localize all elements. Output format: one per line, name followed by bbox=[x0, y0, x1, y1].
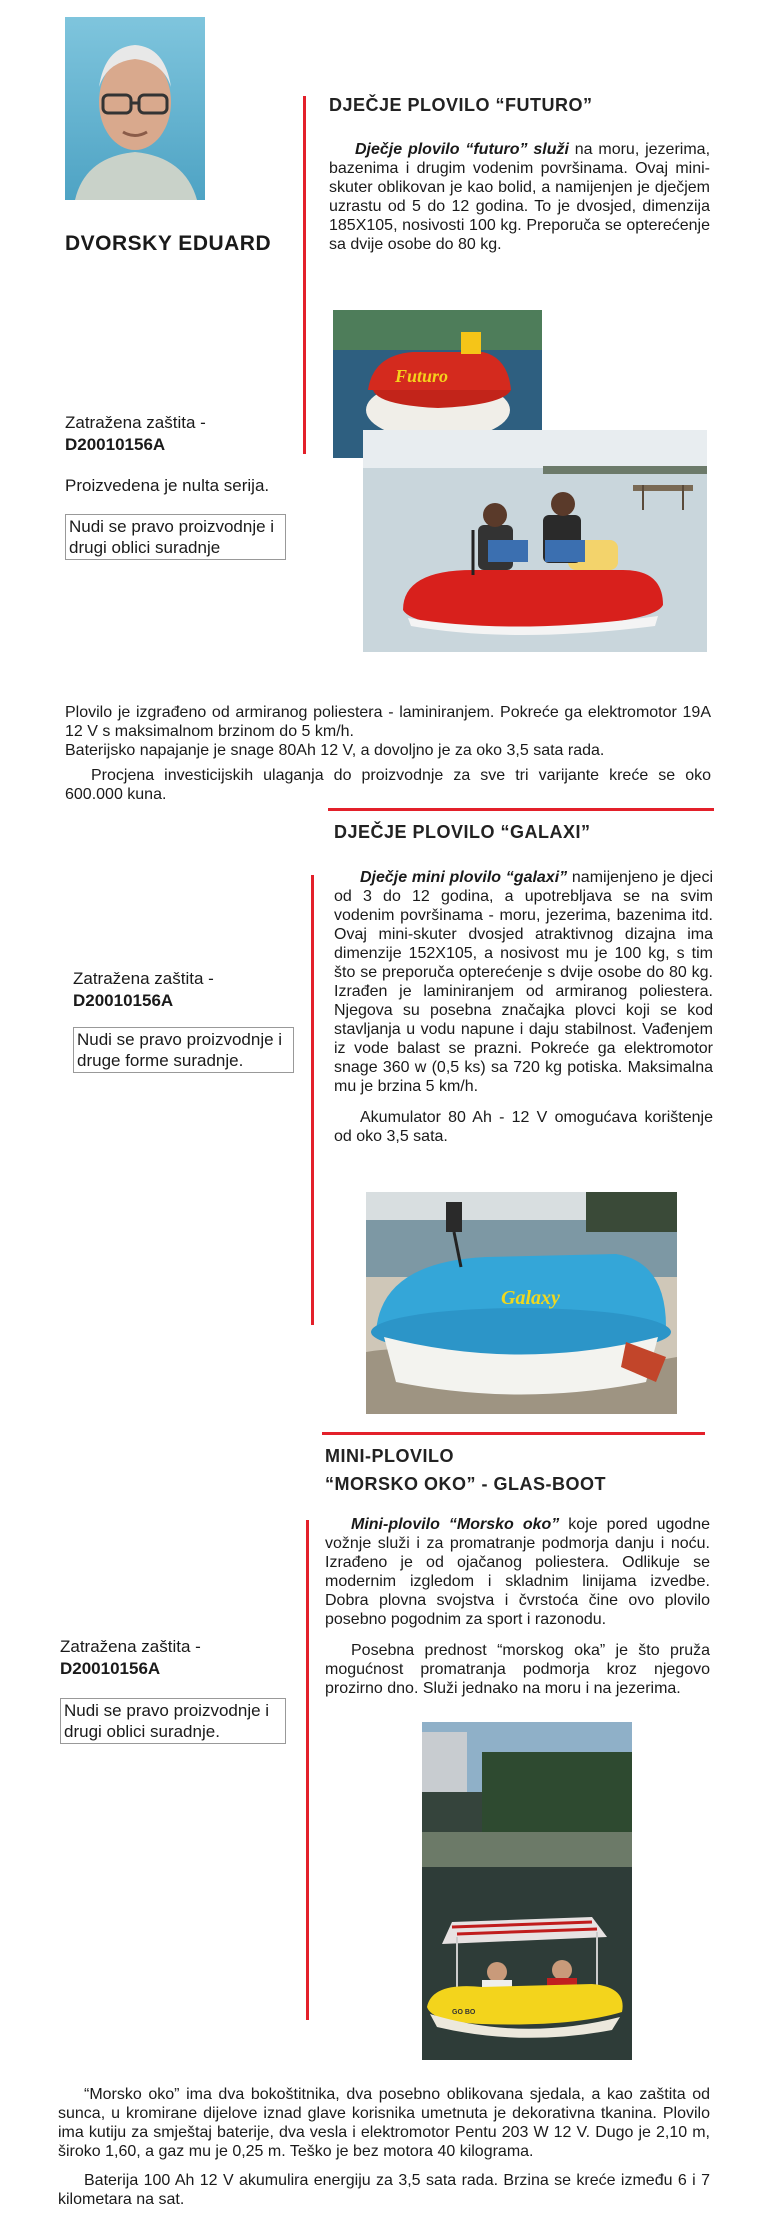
protection-code: D20010156A bbox=[65, 435, 166, 454]
morsko-oko-text-2: Posebna prednost “morskog oka” je što pruža mogućnost promatranja podmorja kroz njegovo prozirno dno. Služi jednako na moru i na jezerima. bbox=[325, 1642, 710, 1697]
galaxi-lead: Dječje mini plovilo “galaxi” bbox=[360, 869, 568, 886]
protection-code: D20010156A bbox=[60, 1659, 161, 1678]
author-portrait bbox=[65, 17, 205, 200]
morsko-oko-title-line-1: MINI-PLOVILO bbox=[325, 1446, 454, 1466]
galaxi-photo bbox=[366, 1192, 677, 1414]
futuro-rights-box: Nudi se pravo proizvodnje i drugi oblici suradnje bbox=[65, 514, 286, 560]
futuro-bottom-p3: Procjena investicijskih ulaganja do proizvodnje za sve tri varijante kreće se oko 600.000 kuna. bbox=[65, 767, 711, 803]
futuro-production-note: Proizvedena je nulta serija. bbox=[65, 476, 270, 495]
divider-horizontal-morsko-oko bbox=[322, 1432, 705, 1435]
section-title-galaxi: DJEČJE PLOVILO “GALAXI” bbox=[334, 822, 591, 842]
divider-vertical bbox=[303, 96, 306, 454]
galaxi-rights-box: Nudi se pravo proizvodnje i druge forme suradnje. bbox=[73, 1027, 294, 1073]
author-name: DVORSKY EDUARD bbox=[65, 232, 272, 255]
morsko-oko-photo bbox=[422, 1722, 632, 2060]
protection-label: Zatražena zaštita - bbox=[65, 413, 206, 432]
galaxi-text: namijenjeno je djeci od 3 do 12 godina, a upotrebljava se na svim vodenim površinama - moru, jezerima, bazenima itd. Ovaj mini-skuter dvosjed atraktivnog dizajna ima dimenzije 152X105, a nosivost mu je 100 kg, s tim što se preporuča opterećenje s dvije osobe do 80 kg. Izrađen je laminiranjem od armiranog poliestera. Njegova su posebna značajka plovci koji se kod stavljanja u vodu napune i daju stabilnost. Vađenjem iz vode balast se prazni. Pokreće ga elektromotor snage 360 w (0,5 ks) sa 720 kg potiska. Maksimalna mu je brzina 5 km/h. bbox=[334, 869, 713, 1095]
morsko-oko-bottom-text bbox=[58, 2085, 710, 2209]
morsko-oko-boat-lettering: GO BO bbox=[452, 2009, 476, 2016]
protection-label: Zatražena zaštita - bbox=[60, 1637, 201, 1656]
morsko-oko-rights-box: Nudi se pravo proizvodnje i drugi oblici suradnje. bbox=[60, 1698, 286, 1744]
galaxi-description bbox=[334, 868, 713, 1146]
protection-code: D20010156A bbox=[73, 991, 174, 1010]
morsko-oko-bottom-p1: “Morsko oko” ima dva bokoštitnika, dva posebno oblikovana sjedala, a kao zaštita od sunca, u kromirane dijelove iznad glave korisnika umetnuta je dekorativna tkanina. Plovilo ima kutiju za smještaj baterije, dva vesla i elektromotor Pentu 203 W 12 V. Dugo je 2,10 m, široko 1,60, a gaz mu je 0,25 m. Teško je bez motora 40 kilograma. bbox=[58, 2086, 710, 2160]
galaxi-text-2: Akumulator 80 Ah - 12 V omogućava korištenje od oko 3,5 sata. bbox=[334, 1109, 713, 1145]
morsko-oko-lead: Mini-plovilo “Morsko oko” bbox=[351, 1516, 560, 1533]
futuro-bottom-text bbox=[65, 703, 711, 804]
galaxi-boat-lettering: Galaxy bbox=[501, 1287, 560, 1309]
divider-vertical-morsko-oko bbox=[306, 1520, 309, 2020]
futuro-bottom-p1: Plovilo je izgrađeno od armiranog poliestera - laminiranjem. Pokreće ga elektromotor 19A 12 V s maksimalnom brzinom do 5 km/h. bbox=[65, 704, 711, 740]
divider-vertical-galaxi bbox=[311, 875, 314, 1325]
futuro-text: na moru, jezerima, bazenima i drugim vodenim površinama. Ovaj mini-skuter oblikovan je kao bolid, a namijenjen je dječjem uzrastu od 5 do 12 godina. To je dvosjed, dimenzija 185X105, nosivosti 100 kg. Preporuča se opterećenje sa dvije osobe do 80 kg. bbox=[329, 141, 711, 253]
morsko-oko-protection bbox=[60, 1636, 201, 1680]
futuro-bottom-p2: Baterijsko napajanje je snage 80Ah 12 V, a dovoljno je za oko 3,5 sata rada. bbox=[65, 742, 605, 759]
section-title-futuro: DJEČJE PLOVILO “FUTURO” bbox=[329, 95, 593, 115]
protection-label: Zatražena zaštita - bbox=[73, 969, 214, 988]
futuro-boat-lettering: Futuro bbox=[395, 366, 449, 386]
galaxi-protection bbox=[73, 968, 214, 1012]
futuro-photo-2 bbox=[363, 430, 707, 652]
divider-horizontal-galaxi bbox=[328, 808, 714, 811]
section-title-morsko-oko bbox=[325, 1442, 606, 1498]
morsko-oko-description bbox=[325, 1515, 710, 1698]
morsko-oko-bottom-p2: Baterija 100 Ah 12 V akumulira energiju za 3,5 sata rada. Brzina se kreće između 6 i 7 kilometara na sat. bbox=[58, 2172, 710, 2208]
futuro-protection bbox=[65, 412, 206, 456]
futuro-description bbox=[329, 140, 710, 254]
morsko-oko-title-line-2: “MORSKO OKO” - GLAS-BOOT bbox=[325, 1474, 606, 1494]
morsko-oko-text: koje pored ugodne vožnje služi i za promatranje podmorja danju i noću. Izrađeno je od ojačanog poliestera. Odlikuje se modernim izgledom i skladnim linijama izvedbe. Dobra plovna svojstva i čvrstoća čine ovo plovilo posebno pogodnim za sport i razonodu. bbox=[325, 1516, 710, 1628]
futuro-lead: Dječje plovilo “futuro” služi bbox=[355, 141, 569, 158]
